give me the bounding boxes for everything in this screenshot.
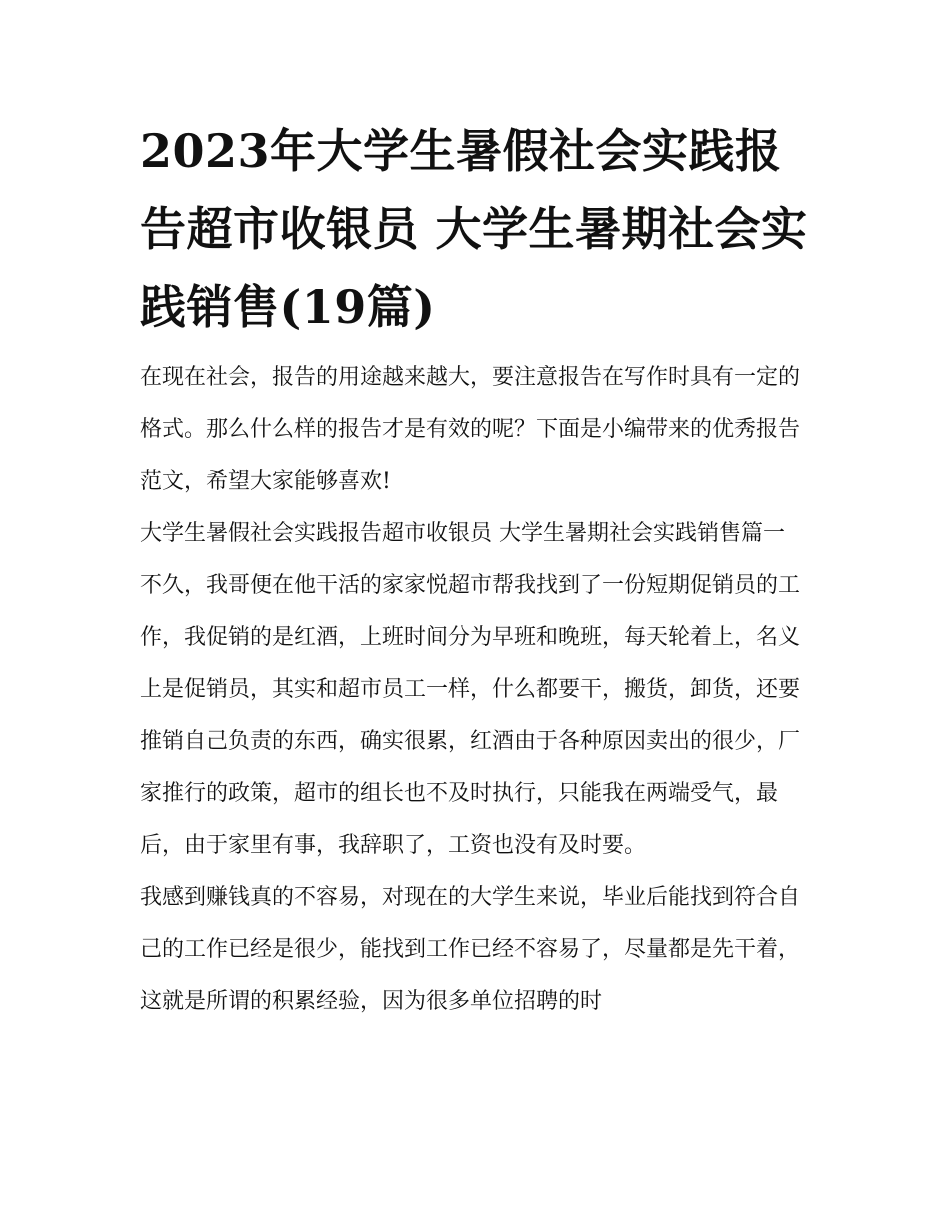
body-paragraph: 我感到赚钱真的不容易，对现在的大学生来说，毕业后能找到符合自己的工作已经是很少，能找到工作已经不容易了，尽量都是先干着，这就是所谓的积累经验，因为很多单位招聘的时 [140, 885, 801, 1014]
body-paragraph: 不久，我哥便在他干活的家家悦超市帮我找到了一份短期促销员的工作，我促销的是红酒，上班时间分为早班和晚班，每天轮着上，名义上是促销员，其实和超市员工一样，什么都要干，搬货，卸货，还要推销自己负责的东西，确实很累，红酒由于各种原因卖出的很少，厂家推行的政策，超市的组长也不及时执行，只能我在两端受气，最后，由于家里有事，我辞职了，工资也没有及时要。 [140, 573, 801, 858]
section-heading: 大学生暑假社会实践报告超市收银员 大学生暑期社会实践销售篇一 [140, 521, 785, 546]
document-title: 2023年大学生暑假社会实践报告超市收银员 大学生暑期社会实践销售(19篇) [140, 124, 808, 334]
intro-paragraph: 在现在社会，报告的用途越来越大，要注意报告在写作时具有一定的格式。那么什么样的报告才是有效的呢？下面是小编带来的优秀报告范文，希望大家能够喜欢! [140, 365, 801, 494]
document-body [140, 112, 812, 1028]
